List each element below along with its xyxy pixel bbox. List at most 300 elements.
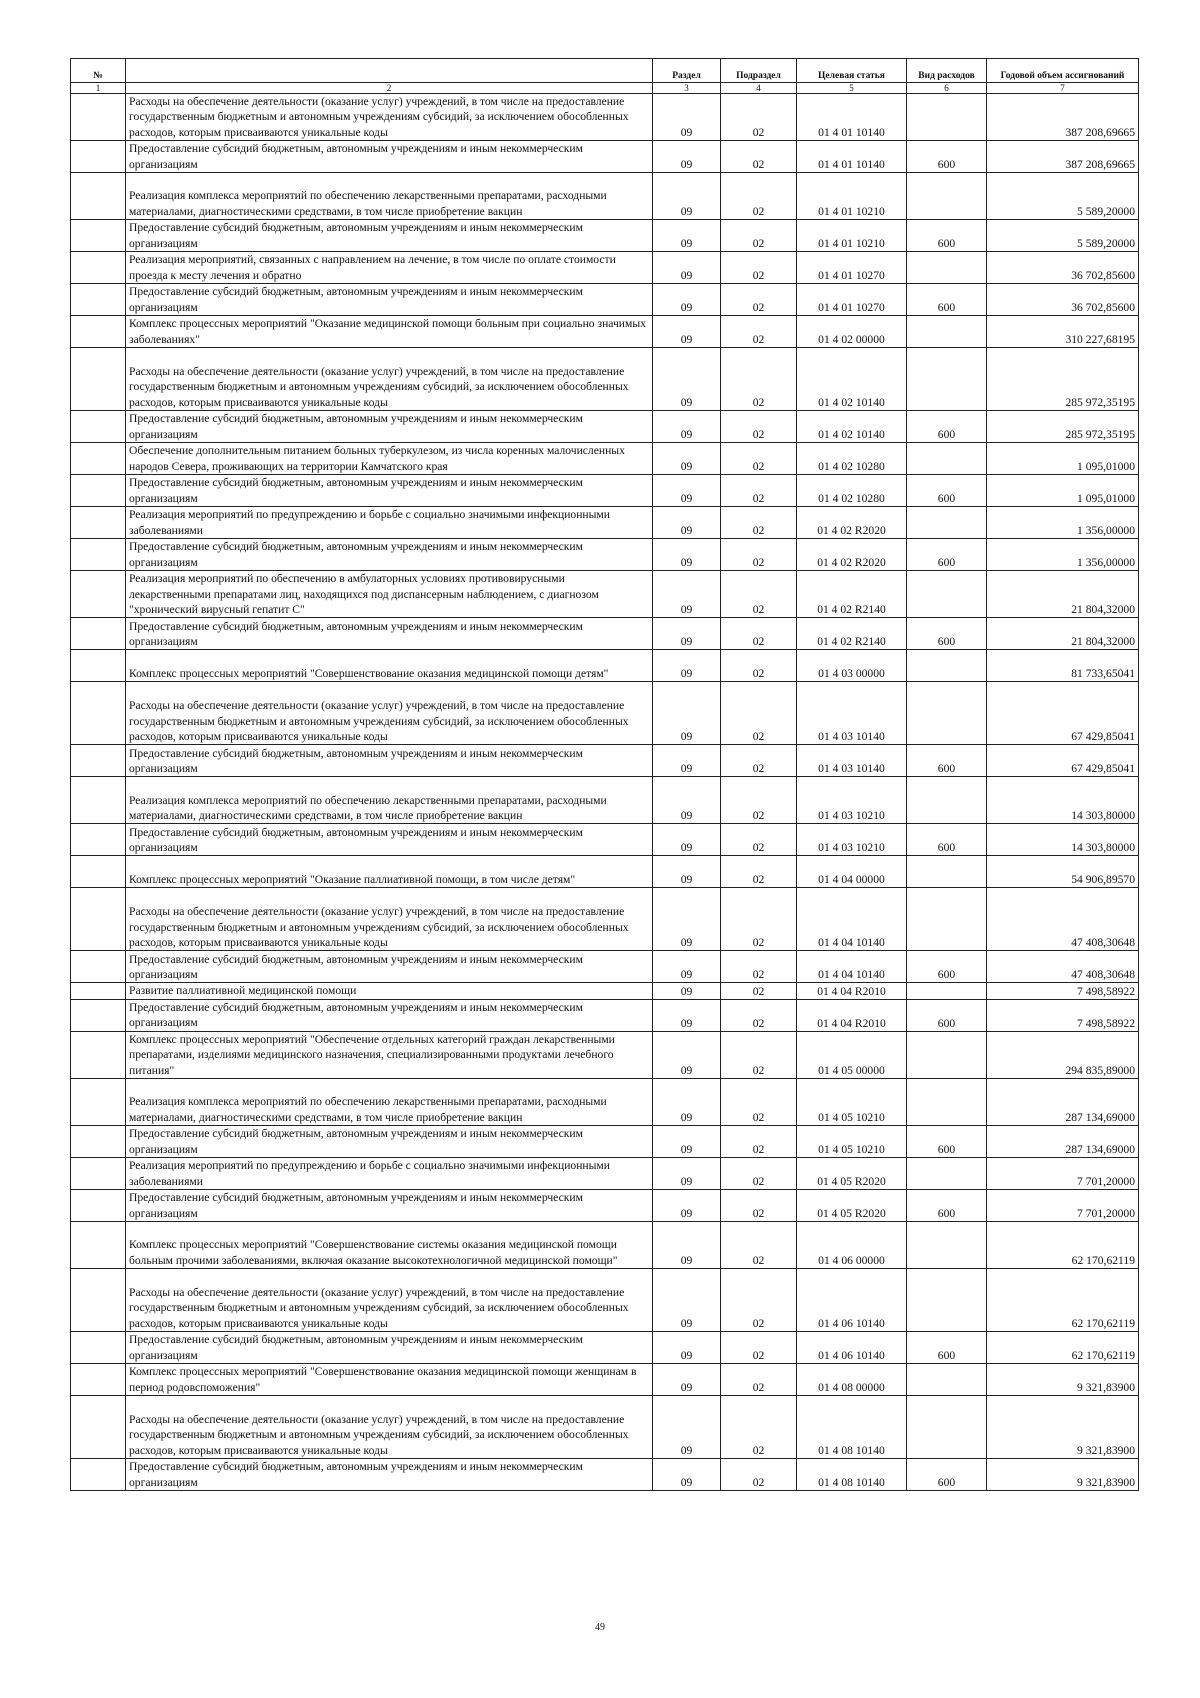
row-celevaya-statya: 01 4 02 R2140: [797, 618, 907, 650]
row-razdel: 09: [653, 777, 721, 824]
row-razdel: 09: [653, 983, 721, 999]
row-amount: 7 498,58922: [987, 983, 1139, 999]
row-celevaya-statya: 01 4 02 10280: [797, 443, 907, 475]
row-podrazdel: 02: [721, 618, 797, 650]
row-number: [71, 1269, 126, 1332]
row-number: [71, 1158, 126, 1190]
row-podrazdel: 02: [721, 856, 797, 888]
row-podrazdel: 02: [721, 745, 797, 777]
row-description: Обеспечение дополнительным питанием больных туберкулезом, из числа коренных малочисленных народов Севера, проживающих на территории Камчатского края: [126, 443, 653, 475]
row-razdel: 09: [653, 650, 721, 682]
row-amount: 67 429,85041: [987, 682, 1139, 745]
row-amount: 7 498,58922: [987, 999, 1139, 1031]
table-row: [71, 1396, 1139, 1459]
row-vid-rashodov: 600: [907, 284, 987, 316]
row-amount: 14 303,80000: [987, 777, 1139, 824]
row-amount: 1 356,00000: [987, 539, 1139, 571]
row-description: Реализация комплекса мероприятий по обеспечению лекарственными препаратами, расходными материалами, диагностическими средствами, в том числе приобретение вакцин: [126, 777, 653, 824]
row-number: [71, 856, 126, 888]
row-description: Реализация мероприятий по обеспечению в амбулаторных условиях противовирусными лекарственными препаратами лиц, находящихся под диспансерным наблюдением, с диагнозом "хронический вирусный гепатит С": [126, 571, 653, 618]
row-number: [71, 94, 126, 141]
row-podrazdel: 02: [721, 173, 797, 220]
row-number: [71, 745, 126, 777]
row-vid-rashodov: 600: [907, 1332, 987, 1364]
table-row: [71, 1158, 1139, 1190]
row-description: Предоставление субсидий бюджетным, автономным учреждениям и иным некоммерческим организациям: [126, 411, 653, 443]
table-row: [71, 1269, 1139, 1332]
row-number: [71, 824, 126, 856]
table-row: [71, 1031, 1139, 1078]
table-row: [71, 745, 1139, 777]
row-amount: 62 170,62119: [987, 1222, 1139, 1269]
row-amount: 14 303,80000: [987, 824, 1139, 856]
row-razdel: 09: [653, 252, 721, 284]
row-number: [71, 682, 126, 745]
row-celevaya-statya: 01 4 04 00000: [797, 856, 907, 888]
row-amount: 287 134,69000: [987, 1126, 1139, 1158]
row-vid-rashodov: [907, 571, 987, 618]
row-podrazdel: 02: [721, 507, 797, 539]
row-description: Предоставление субсидий бюджетным, автономным учреждениям и иным некоммерческим организациям: [126, 951, 653, 983]
row-amount: 5 589,20000: [987, 220, 1139, 252]
row-vid-rashodov: [907, 348, 987, 411]
row-razdel: 09: [653, 1332, 721, 1364]
row-amount: 9 321,83900: [987, 1396, 1139, 1459]
row-amount: 62 170,62119: [987, 1269, 1139, 1332]
row-description: Предоставление субсидий бюджетным, автономным учреждениям и иным некоммерческим организациям: [126, 824, 653, 856]
row-razdel: 09: [653, 951, 721, 983]
row-razdel: 09: [653, 94, 721, 141]
table-row: [71, 1459, 1139, 1491]
row-number: [71, 411, 126, 443]
row-vid-rashodov: [907, 983, 987, 999]
row-celevaya-statya: 01 4 08 10140: [797, 1396, 907, 1459]
row-celevaya-statya: 01 4 01 10140: [797, 141, 907, 173]
row-vid-rashodov: 600: [907, 951, 987, 983]
row-amount: 1 095,01000: [987, 443, 1139, 475]
row-razdel: 09: [653, 824, 721, 856]
row-amount: 1 356,00000: [987, 507, 1139, 539]
row-vid-rashodov: 600: [907, 1126, 987, 1158]
table-row: [71, 983, 1139, 999]
row-celevaya-statya: 01 4 05 R2020: [797, 1190, 907, 1222]
row-vid-rashodov: [907, 1079, 987, 1126]
row-number: [71, 1364, 126, 1396]
row-celevaya-statya: 01 4 01 10270: [797, 252, 907, 284]
row-razdel: 09: [653, 348, 721, 411]
row-razdel: 09: [653, 539, 721, 571]
row-description: Реализация мероприятий, связанных с направлением на лечение, в том числе по оплате стоимости проезда к месту лечения и обратно: [126, 252, 653, 284]
row-description: Предоставление субсидий бюджетным, автономным учреждениям и иным некоммерческим организациям: [126, 220, 653, 252]
row-vid-rashodov: 600: [907, 745, 987, 777]
row-number: [71, 1396, 126, 1459]
row-vid-rashodov: [907, 443, 987, 475]
row-number: [71, 777, 126, 824]
row-razdel: 09: [653, 507, 721, 539]
row-celevaya-statya: 01 4 02 R2020: [797, 539, 907, 571]
table-row: [71, 999, 1139, 1031]
budget-sheet: [70, 58, 1138, 1491]
row-description: Развитие паллиативной медицинской помощи: [126, 983, 653, 999]
row-description: Комплекс процессных мероприятий "Обеспечение отдельных категорий граждан лекарственными препаратами, изделиями медицинского назначения, специализированными продуктами лечебного питания": [126, 1031, 653, 1078]
row-celevaya-statya: 01 4 03 10140: [797, 745, 907, 777]
row-description: Предоставление субсидий бюджетным, автономным учреждениям и иным некоммерческим организациям: [126, 745, 653, 777]
row-description: Расходы на обеспечение деятельности (оказание услуг) учреждений, в том числе на предоставление государственным бюджетным и автономным учреждениям субсидий, за исключением обособленных расходов, которым присваиваются уникальные коды: [126, 682, 653, 745]
row-podrazdel: 02: [721, 951, 797, 983]
row-vid-rashodov: [907, 777, 987, 824]
row-description: Расходы на обеспечение деятельности (оказание услуг) учреждений, в том числе на предоставление государственным бюджетным и автономным учреждениям субсидий, за исключением обособленных расходов, которым присваиваются уникальные коды: [126, 1269, 653, 1332]
col-number: 1: [71, 83, 126, 94]
row-number: [71, 475, 126, 507]
row-podrazdel: 02: [721, 1396, 797, 1459]
row-description: Реализация мероприятий по предупреждению и борьбе с социально значимыми инфекционными заболеваниями: [126, 507, 653, 539]
row-description: Предоставление субсидий бюджетным, автономным учреждениям и иным некоммерческим организациям: [126, 618, 653, 650]
table-row: [71, 475, 1139, 507]
row-razdel: 09: [653, 888, 721, 951]
row-description: Предоставление субсидий бюджетным, автономным учреждениям и иным некоммерческим организациям: [126, 475, 653, 507]
col-number: 3: [653, 83, 721, 94]
table-row: [71, 220, 1139, 252]
row-podrazdel: 02: [721, 1222, 797, 1269]
page-number: 49: [595, 1622, 605, 1633]
row-amount: 294 835,89000: [987, 1031, 1139, 1078]
row-razdel: 09: [653, 745, 721, 777]
row-razdel: 09: [653, 141, 721, 173]
table-row: [71, 856, 1139, 888]
row-vid-rashodov: [907, 316, 987, 348]
row-number: [71, 888, 126, 951]
row-podrazdel: 02: [721, 999, 797, 1031]
row-number: [71, 1079, 126, 1126]
table-row: [71, 348, 1139, 411]
col-header-razdel: Раздел: [653, 59, 721, 83]
col-number: 4: [721, 83, 797, 94]
row-vid-rashodov: 600: [907, 141, 987, 173]
row-celevaya-statya: 01 4 02 10140: [797, 348, 907, 411]
row-amount: 387 208,69665: [987, 94, 1139, 141]
table-row: [71, 682, 1139, 745]
row-celevaya-statya: 01 4 01 10210: [797, 173, 907, 220]
row-amount: 47 408,30648: [987, 888, 1139, 951]
row-amount: 21 804,32000: [987, 618, 1139, 650]
row-podrazdel: 02: [721, 650, 797, 682]
row-number: [71, 983, 126, 999]
row-razdel: 09: [653, 1459, 721, 1491]
table-row: [71, 94, 1139, 141]
row-amount: 285 972,35195: [987, 411, 1139, 443]
row-podrazdel: 02: [721, 141, 797, 173]
col-header-description: [126, 59, 653, 83]
row-razdel: 09: [653, 173, 721, 220]
row-podrazdel: 02: [721, 411, 797, 443]
row-number: [71, 141, 126, 173]
row-description: Комплекс процессных мероприятий "Совершенствование оказания медицинской помощи детям": [126, 650, 653, 682]
row-description: Предоставление субсидий бюджетным, автономным учреждениям и иным некоммерческим организациям: [126, 284, 653, 316]
row-number: [71, 284, 126, 316]
row-vid-rashodov: 600: [907, 824, 987, 856]
col-header-no: №: [71, 59, 126, 83]
row-podrazdel: 02: [721, 284, 797, 316]
row-celevaya-statya: 01 4 04 R2010: [797, 983, 907, 999]
table-row: [71, 539, 1139, 571]
row-vid-rashodov: [907, 856, 987, 888]
row-podrazdel: 02: [721, 443, 797, 475]
row-number: [71, 1222, 126, 1269]
row-razdel: 09: [653, 571, 721, 618]
row-celevaya-statya: 01 4 05 10210: [797, 1126, 907, 1158]
row-celevaya-statya: 01 4 02 R2020: [797, 507, 907, 539]
row-number: [71, 650, 126, 682]
row-vid-rashodov: [907, 682, 987, 745]
row-podrazdel: 02: [721, 1332, 797, 1364]
row-vid-rashodov: 600: [907, 999, 987, 1031]
row-number: [71, 1459, 126, 1491]
table-row: [71, 1222, 1139, 1269]
row-vid-rashodov: 600: [907, 618, 987, 650]
row-vid-rashodov: 600: [907, 539, 987, 571]
table-row: [71, 1332, 1139, 1364]
table-row: [71, 618, 1139, 650]
row-number: [71, 220, 126, 252]
row-razdel: 09: [653, 1079, 721, 1126]
row-podrazdel: 02: [721, 1269, 797, 1332]
row-celevaya-statya: 01 4 05 00000: [797, 1031, 907, 1078]
row-number: [71, 348, 126, 411]
row-podrazdel: 02: [721, 1190, 797, 1222]
row-number: [71, 443, 126, 475]
row-razdel: 09: [653, 682, 721, 745]
row-vid-rashodov: [907, 888, 987, 951]
table-row: [71, 824, 1139, 856]
row-razdel: 09: [653, 1031, 721, 1078]
row-razdel: 09: [653, 1269, 721, 1332]
row-razdel: 09: [653, 220, 721, 252]
row-description: Предоставление субсидий бюджетным, автономным учреждениям и иным некоммерческим организациям: [126, 539, 653, 571]
row-vid-rashodov: [907, 1158, 987, 1190]
row-celevaya-statya: 01 4 06 10140: [797, 1332, 907, 1364]
row-podrazdel: 02: [721, 316, 797, 348]
table-body: [71, 94, 1139, 1491]
row-celevaya-statya: 01 4 01 10140: [797, 94, 907, 141]
row-razdel: 09: [653, 999, 721, 1031]
row-vid-rashodov: [907, 1222, 987, 1269]
table-row: [71, 316, 1139, 348]
row-razdel: 09: [653, 411, 721, 443]
row-podrazdel: 02: [721, 1364, 797, 1396]
header-row: [71, 59, 1139, 83]
row-amount: 7 701,20000: [987, 1158, 1139, 1190]
row-description: Предоставление субсидий бюджетным, автономным учреждениям и иным некоммерческим организациям: [126, 999, 653, 1031]
row-description: Реализация мероприятий по предупреждению и борьбе с социально значимыми инфекционными заболеваниями: [126, 1158, 653, 1190]
row-description: Предоставление субсидий бюджетным, автономным учреждениям и иным некоммерческим организациям: [126, 1190, 653, 1222]
row-amount: 36 702,85600: [987, 284, 1139, 316]
row-celevaya-statya: 01 4 02 00000: [797, 316, 907, 348]
row-podrazdel: 02: [721, 1459, 797, 1491]
row-razdel: 09: [653, 1158, 721, 1190]
col-header-vid-rashodov: Вид расходов: [907, 59, 987, 83]
col-header-celevaya-statya: Целевая статья: [797, 59, 907, 83]
table-row: [71, 1190, 1139, 1222]
row-vid-rashodov: [907, 1269, 987, 1332]
row-podrazdel: 02: [721, 1031, 797, 1078]
row-vid-rashodov: 600: [907, 475, 987, 507]
row-celevaya-statya: 01 4 03 10210: [797, 777, 907, 824]
row-podrazdel: 02: [721, 252, 797, 284]
row-number: [71, 951, 126, 983]
col-number: 6: [907, 83, 987, 94]
row-description: Комплекс процессных мероприятий "Совершенствование системы оказания медицинской помощи больным прочими заболеваниями, включая оказание высокотехнологичной медицинской помощи": [126, 1222, 653, 1269]
row-number: [71, 1126, 126, 1158]
row-number: [71, 507, 126, 539]
table-row: [71, 1126, 1139, 1158]
row-razdel: 09: [653, 443, 721, 475]
row-vid-rashodov: [907, 1364, 987, 1396]
row-amount: 9 321,83900: [987, 1364, 1139, 1396]
table-row: [71, 141, 1139, 173]
row-celevaya-statya: 01 4 05 10210: [797, 1079, 907, 1126]
row-amount: 81 733,65041: [987, 650, 1139, 682]
row-podrazdel: 02: [721, 983, 797, 999]
table-row: [71, 571, 1139, 618]
row-podrazdel: 02: [721, 348, 797, 411]
row-number: [71, 618, 126, 650]
table-row: [71, 1364, 1139, 1396]
row-vid-rashodov: [907, 1031, 987, 1078]
row-vid-rashodov: [907, 94, 987, 141]
row-razdel: 09: [653, 284, 721, 316]
row-description: Предоставление субсидий бюджетным, автономным учреждениям и иным некоммерческим организациям: [126, 1126, 653, 1158]
row-amount: 21 804,32000: [987, 571, 1139, 618]
row-amount: 387 208,69665: [987, 141, 1139, 173]
row-vid-rashodov: [907, 507, 987, 539]
row-podrazdel: 02: [721, 777, 797, 824]
table-row: [71, 443, 1139, 475]
row-celevaya-statya: 01 4 08 00000: [797, 1364, 907, 1396]
row-celevaya-statya: 01 4 03 10140: [797, 682, 907, 745]
row-celevaya-statya: 01 4 02 10280: [797, 475, 907, 507]
row-razdel: 09: [653, 1396, 721, 1459]
row-razdel: 09: [653, 316, 721, 348]
row-amount: 47 408,30648: [987, 951, 1139, 983]
row-description: Предоставление субсидий бюджетным, автономным учреждениям и иным некоммерческим организациям: [126, 141, 653, 173]
table-row: [71, 888, 1139, 951]
row-description: Комплекс процессных мероприятий "Оказание паллиативной помощи, в том числе детям": [126, 856, 653, 888]
row-podrazdel: 02: [721, 220, 797, 252]
row-podrazdel: 02: [721, 475, 797, 507]
row-vid-rashodov: [907, 173, 987, 220]
row-vid-rashodov: [907, 650, 987, 682]
row-razdel: 09: [653, 1126, 721, 1158]
row-description: Реализация комплекса мероприятий по обеспечению лекарственными препаратами, расходными материалами, диагностическими средствами, в том числе приобретение вакцин: [126, 1079, 653, 1126]
row-razdel: 09: [653, 618, 721, 650]
row-podrazdel: 02: [721, 824, 797, 856]
row-description: Комплекс процессных мероприятий "Оказание медицинской помощи больным при социально значимых заболеваниях": [126, 316, 653, 348]
table-row: [71, 507, 1139, 539]
row-description: Расходы на обеспечение деятельности (оказание услуг) учреждений, в том числе на предоставление государственным бюджетным и автономным учреждениям субсидий, за исключением обособленных расходов, которым присваиваются уникальные коды: [126, 888, 653, 951]
row-amount: 36 702,85600: [987, 252, 1139, 284]
row-description: Расходы на обеспечение деятельности (оказание услуг) учреждений, в том числе на предоставление государственным бюджетным и автономным учреждениям субсидий, за исключением обособленных расходов, которым присваиваются уникальные коды: [126, 1396, 653, 1459]
row-podrazdel: 02: [721, 888, 797, 951]
row-celevaya-statya: 01 4 02 10140: [797, 411, 907, 443]
row-celevaya-statya: 01 4 03 00000: [797, 650, 907, 682]
row-celevaya-statya: 01 4 04 10140: [797, 951, 907, 983]
row-amount: 9 321,83900: [987, 1459, 1139, 1491]
row-vid-rashodov: 600: [907, 1190, 987, 1222]
table-row: [71, 284, 1139, 316]
row-number: [71, 316, 126, 348]
row-celevaya-statya: 01 4 08 10140: [797, 1459, 907, 1491]
row-amount: 54 906,89570: [987, 856, 1139, 888]
table-row: [71, 951, 1139, 983]
row-razdel: 09: [653, 1190, 721, 1222]
row-celevaya-statya: 01 4 06 00000: [797, 1222, 907, 1269]
row-vid-rashodov: 600: [907, 220, 987, 252]
row-description: Предоставление субсидий бюджетным, автономным учреждениям и иным некоммерческим организациям: [126, 1332, 653, 1364]
row-description: Предоставление субсидий бюджетным, автономным учреждениям и иным некоммерческим организациям: [126, 1459, 653, 1491]
row-podrazdel: 02: [721, 1079, 797, 1126]
row-vid-rashodov: [907, 252, 987, 284]
row-number: [71, 173, 126, 220]
col-header-godovoy-obem: Годовой объем ассигнований: [987, 59, 1139, 83]
row-number: [71, 571, 126, 618]
col-header-podrazdel: Подраздел: [721, 59, 797, 83]
row-amount: 62 170,62119: [987, 1332, 1139, 1364]
row-celevaya-statya: 01 4 04 R2010: [797, 999, 907, 1031]
row-celevaya-statya: 01 4 01 10210: [797, 220, 907, 252]
row-podrazdel: 02: [721, 1158, 797, 1190]
col-number: 7: [987, 83, 1139, 94]
table-row: [71, 650, 1139, 682]
table-row: [71, 777, 1139, 824]
row-podrazdel: 02: [721, 682, 797, 745]
row-podrazdel: 02: [721, 1126, 797, 1158]
budget-table: [70, 58, 1139, 1491]
row-number: [71, 999, 126, 1031]
row-number: [71, 252, 126, 284]
row-razdel: 09: [653, 475, 721, 507]
row-celevaya-statya: 01 4 03 10210: [797, 824, 907, 856]
row-number: [71, 1190, 126, 1222]
row-number: [71, 1332, 126, 1364]
row-description: Комплекс процессных мероприятий "Совершенствование оказания медицинской помощи женщинам в период родовспоможения": [126, 1364, 653, 1396]
row-celevaya-statya: 01 4 06 10140: [797, 1269, 907, 1332]
row-amount: 67 429,85041: [987, 745, 1139, 777]
row-razdel: 09: [653, 856, 721, 888]
row-amount: 287 134,69000: [987, 1079, 1139, 1126]
row-amount: 7 701,20000: [987, 1190, 1139, 1222]
row-celevaya-statya: 01 4 05 R2020: [797, 1158, 907, 1190]
row-razdel: 09: [653, 1364, 721, 1396]
row-number: [71, 1031, 126, 1078]
col-number: 5: [797, 83, 907, 94]
table-row: [71, 411, 1139, 443]
row-podrazdel: 02: [721, 539, 797, 571]
row-celevaya-statya: 01 4 04 10140: [797, 888, 907, 951]
row-razdel: 09: [653, 1222, 721, 1269]
row-celevaya-statya: 01 4 01 10270: [797, 284, 907, 316]
row-vid-rashodov: 600: [907, 1459, 987, 1491]
row-description: Расходы на обеспечение деятельности (оказание услуг) учреждений, в том числе на предоставление государственным бюджетным и автономным учреждениям субсидий, за исключением обособленных расходов, которым присваиваются уникальные коды: [126, 348, 653, 411]
col-number: 2: [126, 83, 653, 94]
row-vid-rashodov: 600: [907, 411, 987, 443]
table-row: [71, 252, 1139, 284]
row-podrazdel: 02: [721, 571, 797, 618]
row-podrazdel: 02: [721, 94, 797, 141]
row-number: [71, 539, 126, 571]
table-row: [71, 173, 1139, 220]
column-number-row: [71, 83, 1139, 94]
row-amount: 1 095,01000: [987, 475, 1139, 507]
